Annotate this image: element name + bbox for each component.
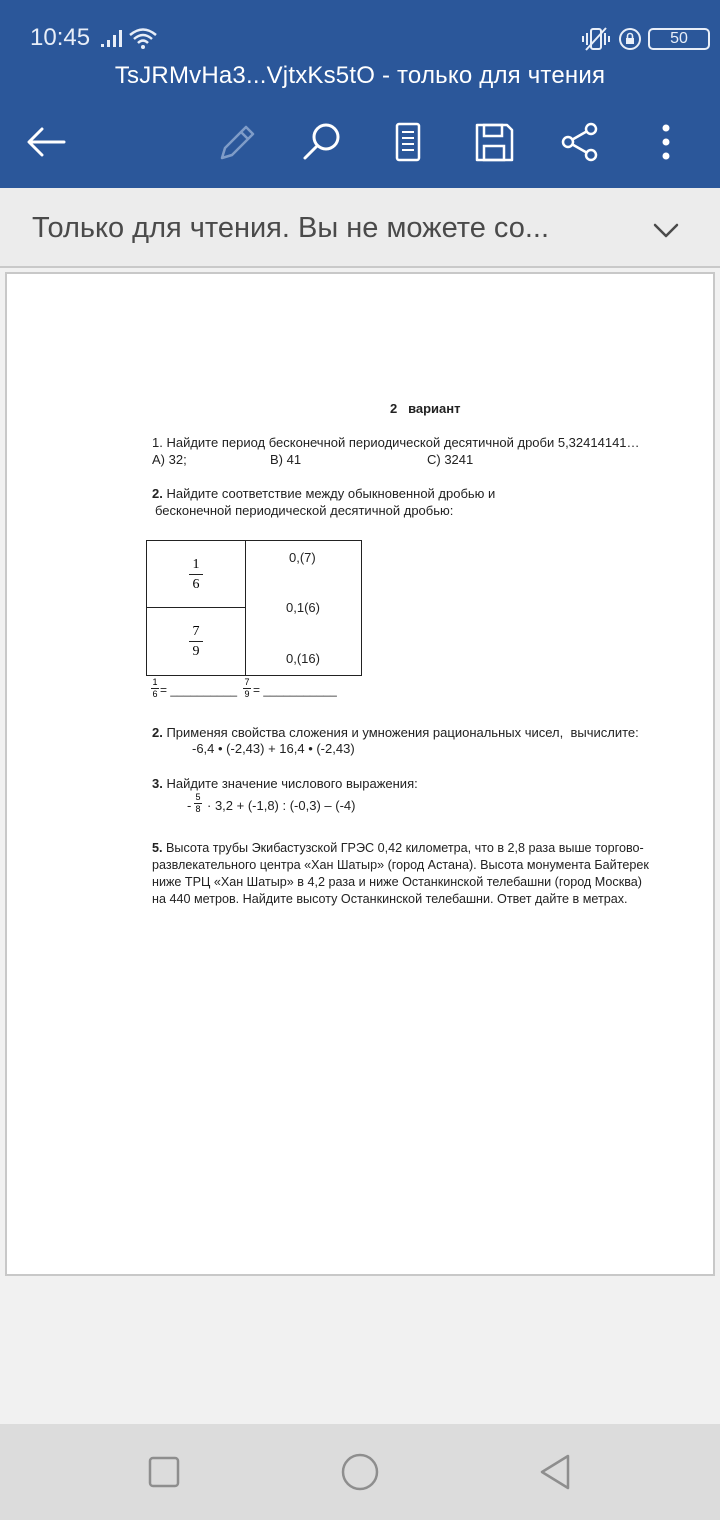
back-nav-button[interactable] <box>534 1450 578 1494</box>
question-3-text: 2. Применяя свойства сложения и умножения рациональных чисел, вычислите: <box>152 725 639 740</box>
question-2-number: 2. <box>152 486 163 501</box>
back-arrow-icon <box>22 118 70 166</box>
battery-indicator: 50 <box>648 28 710 50</box>
edit-button[interactable] <box>212 118 260 166</box>
question-5-text: 5. Высота трубы Экибастузской ГРЭС 0,42 километра, что в 2,8 раза выше торгово- развлекательного центра «Хан Шатыр» (город Астана). Высота монумента Байтерек ниже ТРЦ «Хан Шатыр» в 4,2 раза и ниже Останкинской телебашни (город Москва) на 440 метров. Найдите высоту Останкинской телебашни. Ответ дайте в метрах. <box>152 841 649 906</box>
search-button[interactable] <box>298 118 346 166</box>
matching-table <box>146 540 362 676</box>
answer-fraction-seven-ninths: 7 9 <box>244 677 250 699</box>
status-bar <box>0 0 720 60</box>
app-bar <box>0 0 720 188</box>
recent-apps-button[interactable] <box>142 1450 186 1494</box>
share-button[interactable] <box>556 118 604 166</box>
chevron-down-icon[interactable] <box>650 214 682 246</box>
option-0-16: 0,(16) <box>286 651 320 666</box>
home-button[interactable] <box>338 1450 382 1494</box>
answer-line-2: = ___________ <box>253 683 337 697</box>
read-mode-button[interactable] <box>384 118 432 166</box>
question-2-text: Найдите соответствие между обыкновенной дробью и <box>162 486 496 501</box>
status-time: 10:45 <box>30 24 91 51</box>
question-4-number: 3. <box>152 776 163 791</box>
save-icon <box>470 118 518 166</box>
back-button[interactable] <box>22 118 70 166</box>
read-mode-icon <box>384 118 432 166</box>
option-0-7: 0,(7) <box>289 550 316 565</box>
rotation-lock-icon <box>618 27 642 51</box>
table-horizontal-divider <box>147 607 245 608</box>
question-4-minus: - <box>187 798 192 813</box>
question-1-option-a: А) 32; <box>152 452 187 467</box>
save-button[interactable] <box>470 118 518 166</box>
answer-line-1: = __________ <box>160 683 238 697</box>
question-1-text: 1. Найдите период бесконечной периодической десятичной дроби 5,32414141… <box>152 435 640 450</box>
read-only-banner[interactable] <box>0 188 720 268</box>
question-1-option-b: В) 41 <box>270 452 302 467</box>
search-icon <box>298 118 346 166</box>
table-vertical-divider <box>245 541 246 675</box>
document-page <box>5 272 715 1276</box>
question-2-line-2: бесконечной периодической десятичной дробью: <box>155 503 454 518</box>
question-4-text: 3. Найдите значение числового выражения: <box>152 776 418 791</box>
question-5-number: 5. <box>152 841 163 855</box>
system-navigation-bar <box>0 1424 720 1520</box>
fraction-seven-ninths: 7 9 <box>189 624 203 659</box>
more-icon <box>642 118 690 166</box>
document-title: TsJRMvHa3...VjtxKs5tO - только для чтения <box>114 62 606 89</box>
question-4-fraction: 5 8 <box>195 792 201 814</box>
banner-text: Только для чтения. Вы не можете со... <box>32 212 550 244</box>
question-1-option-c: С) 3241 <box>427 452 474 467</box>
vibrate-icon <box>580 26 612 52</box>
wifi-icon <box>128 26 158 50</box>
answer-fraction-one-sixth: 1 6 <box>152 677 158 699</box>
question-2-line-1 <box>152 486 495 502</box>
question-3-number: 2. <box>152 725 163 740</box>
share-icon <box>556 118 604 166</box>
fraction-one-sixth: 1 6 <box>189 557 203 592</box>
signal-icon <box>100 28 124 48</box>
variant-heading: 2 вариант <box>390 401 461 416</box>
pencil-icon <box>212 118 260 166</box>
option-0-1-6: 0,1(6) <box>286 600 320 615</box>
question-3-expression: -6,4 • (-2,43) + 16,4 • (-2,43) <box>192 741 355 756</box>
more-options-button[interactable] <box>642 118 690 166</box>
question-4-expression: · 3,2 + (-1,8) : (-0,3) – (-4) <box>207 798 356 813</box>
